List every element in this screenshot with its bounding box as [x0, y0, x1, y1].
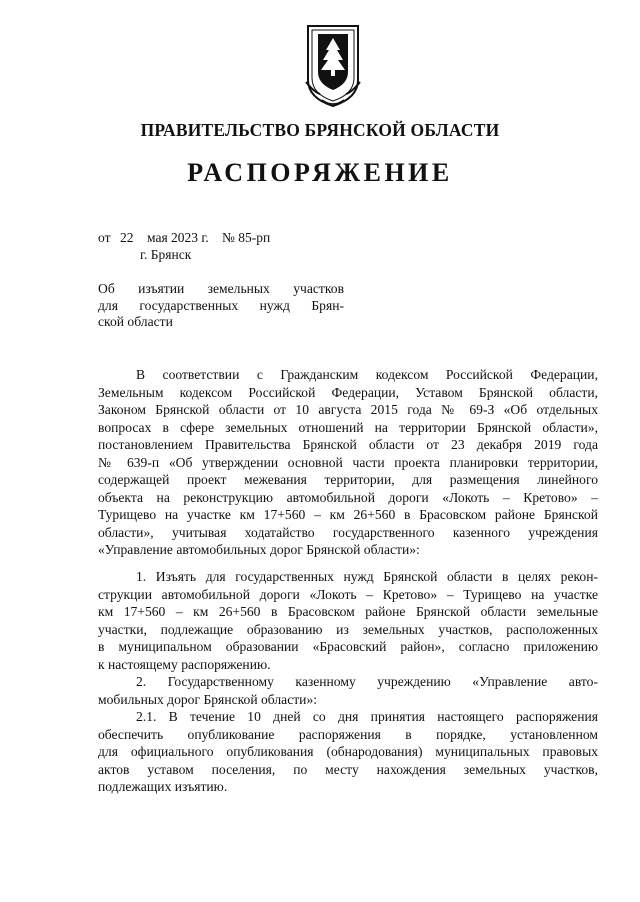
paragraph-line: км 17+560 – км 26+560 в Брасовском районе Брянской области земельные: [98, 604, 598, 619]
paragraph-line: подлежащих изъятию.: [98, 779, 228, 794]
date-prefix: от: [98, 230, 111, 245]
paragraph-line: струкции автомобильной дороги «Локоть – Кретово» – Турищево на участке: [98, 586, 598, 602]
document-type-title: РАСПОРЯЖЕНИЕ: [187, 158, 453, 187]
paragraph-line: 2.1. В течение 10 дней со дня принятия настоящего распоряжения: [136, 709, 598, 724]
paragraph-line: № 639-п «Об утверждении основной части проекта планировки территории,: [98, 454, 598, 470]
paragraph-line: 1. Изъять для государственных нужд Брянской области в целях рекон-: [136, 569, 598, 584]
paragraph-line: обеспечить опубликование распоряжения в порядке, установленном: [98, 726, 598, 742]
paragraph-line: 2. Государственному казенному учреждению «Управление авто-: [136, 674, 598, 689]
paragraph-line: для официального опубликования (обнародования) муниципальных правовых: [98, 744, 598, 759]
organization-title: ПРАВИТЕЛЬСТВО БРЯНСКОЙ ОБЛАСТИ: [140, 120, 500, 140]
date-day: 22: [120, 230, 134, 245]
paragraph-line: Законом Брянской области от 10 августа 2015 года № 69-З «Об отдельных: [98, 402, 598, 417]
subject-line: для государственных нужд Брян-: [98, 297, 344, 313]
item-1-paragraph: [98, 568, 598, 673]
item-2-paragraph: [98, 673, 598, 708]
subject-line: ской области: [98, 314, 173, 329]
paragraph-line: содержащей проект межевания территории, для размещения линейного: [98, 472, 598, 487]
paragraph-line: мобильных дорог Брянской области»:: [98, 691, 318, 707]
coat-of-arms-icon: [300, 20, 366, 110]
subject-line: Об изъятии земельных участков: [98, 281, 344, 296]
paragraph-line: в муниципальном образовании «Брасовский район», согласно приложению: [98, 639, 598, 654]
document-subject: [98, 281, 344, 331]
paragraph-line: объекта на реконструкцию автомобильной дороги «Локоть – Кретово» –: [98, 489, 598, 505]
preamble-paragraph: [98, 366, 598, 559]
city: г. Брянск: [140, 247, 192, 262]
paragraph-line: Турищево на участке км 17+560 – км 26+560 в Брасовском районе Брянской: [98, 507, 598, 522]
paragraph-line: вопросах в сфере земельных отношений на территории Брянской области»,: [98, 419, 598, 435]
date-month-year: мая 2023 г.: [147, 230, 209, 245]
paragraph-line: Земельным кодексом Российской Федерации, Уставом Брянской области,: [98, 384, 598, 400]
paragraph-line: постановлением Правительства Брянской области от 23 декабря 2019 года: [98, 437, 598, 452]
document-number: № 85-рп: [222, 230, 271, 245]
paragraph-line: актов уставом поселения, по месту нахождения земельных участков,: [98, 761, 598, 777]
paragraph-line: В соответствии с Гражданским кодексом Российской Федерации,: [136, 367, 598, 382]
paragraph-line: области», учитывая ходатайство государственного казенного учреждения: [98, 524, 598, 540]
paragraph-line: участки, подлежащие образованию из земельных участков, расположенных: [98, 621, 598, 637]
item-2-1-paragraph: [98, 708, 598, 796]
paragraph-line: «Управление автомобильных дорог Брянской области»:: [98, 542, 420, 557]
paragraph-line: к настоящему распоряжению.: [98, 656, 271, 672]
